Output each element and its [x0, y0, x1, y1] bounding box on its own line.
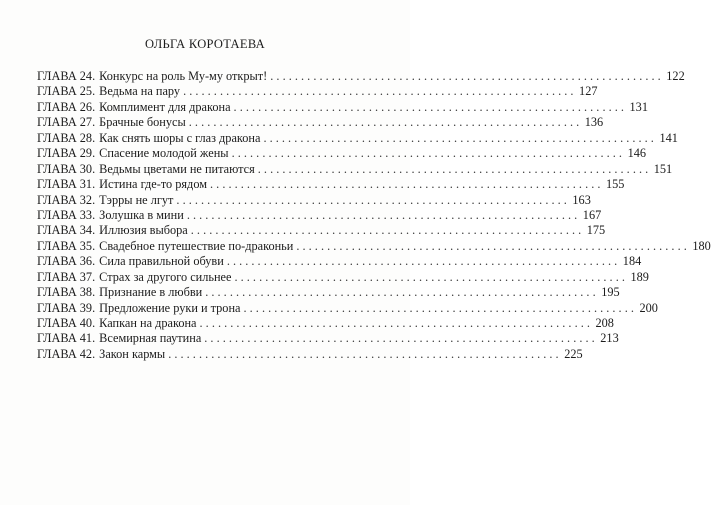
page-number: 200 [639, 300, 658, 315]
chapter-title: Конкурс на роль Му-му открыт! [99, 69, 268, 83]
dot-leader [200, 316, 590, 331]
chapter-number: ГЛАВА 32. [37, 192, 96, 207]
page-number: 175 [586, 223, 606, 238]
toc-entry [37, 69, 685, 84]
chapter-title: Иллюзия выбора [99, 223, 188, 238]
chapter-number: ГЛАВА 25. [37, 84, 96, 99]
dot-leader [176, 193, 566, 208]
toc-entry [37, 269, 649, 285]
toc-entry [37, 99, 648, 115]
toc-entry [37, 192, 591, 208]
chapter-title: Комплимент для дракона [99, 99, 231, 114]
page-number: 213 [600, 331, 619, 346]
chapter-number: ГЛАВА 37. [37, 269, 96, 284]
chapter-title: Как снять шоры с глаз дракона [99, 130, 261, 145]
page-number: 195 [601, 285, 620, 300]
chapter-title: Предложение руки и трона [99, 300, 241, 315]
toc-entry [37, 177, 625, 192]
toc-entry [37, 346, 583, 362]
chapter-title: Тэрры не лгут [99, 192, 174, 207]
page-number: 167 [582, 207, 602, 222]
chapter-number: ГЛАВА 27. [37, 115, 96, 130]
toc-entry [37, 285, 620, 300]
chapter-number: ГЛАВА 26. [37, 99, 96, 114]
page-number: 208 [595, 316, 614, 330]
toc-entry [37, 238, 711, 254]
chapter-title: Закон кармы [99, 346, 166, 361]
page-number: 141 [659, 130, 678, 145]
chapter-number: ГЛАВА 31. [37, 177, 96, 192]
dot-leader [204, 331, 594, 346]
chapter-number: ГЛАВА 40. [37, 316, 96, 330]
dot-leader [227, 254, 617, 269]
running-header-author: ОЛЬГА КОРОТАЕВА [144, 37, 265, 51]
toc-entry [37, 316, 614, 331]
chapter-title: Ведьма на пару [99, 84, 181, 99]
chapter-number: ГЛАВА 41. [37, 331, 96, 346]
chapter-title: Свадебное путешествие по-драконьи [99, 238, 294, 253]
dot-leader [205, 285, 595, 300]
page-number: 136 [584, 115, 604, 130]
page-number: 151 [653, 161, 673, 176]
toc-entry [37, 254, 642, 269]
dot-leader [270, 69, 660, 84]
chapter-number: ГЛАВА 30. [37, 161, 96, 176]
dot-leader [168, 347, 558, 362]
dot-leader [183, 84, 573, 99]
chapter-title: Брачные бонусы [99, 115, 186, 130]
chapter-number: ГЛАВА 38. [37, 285, 96, 300]
chapter-number: ГЛАВА 39. [37, 300, 96, 315]
dot-leader [210, 177, 600, 192]
table-of-contents [37, 69, 711, 362]
toc-entry [37, 207, 602, 223]
chapter-number: ГЛАВА 24. [37, 69, 96, 83]
chapter-title: Всемирная паутина [99, 331, 202, 346]
dot-leader [234, 270, 624, 285]
chapter-title: Сила правильной обуви [99, 254, 224, 269]
toc-entry [37, 223, 606, 238]
toc-entry [37, 115, 604, 130]
chapter-number: ГЛАВА 36. [37, 254, 96, 269]
toc-entry [37, 161, 673, 177]
dot-leader [187, 208, 577, 223]
dot-leader [263, 131, 653, 146]
dot-leader [244, 301, 634, 316]
page-number: 122 [666, 69, 685, 83]
chapter-number: ГЛАВА 33. [37, 207, 96, 222]
dot-leader [232, 146, 622, 161]
chapter-title: Истина где-то рядом [99, 177, 208, 192]
page-number: 155 [606, 177, 625, 192]
chapter-number: ГЛАВА 29. [37, 146, 96, 161]
toc-entry [37, 331, 619, 346]
toc-entry [37, 84, 598, 99]
page-number: 225 [564, 346, 583, 361]
page-number: 163 [572, 192, 591, 207]
page-number: 131 [629, 99, 648, 114]
dot-leader [234, 100, 624, 115]
dot-leader [296, 239, 686, 254]
dot-leader [258, 162, 648, 177]
page-number: 127 [579, 84, 598, 99]
chapter-number: ГЛАВА 35. [37, 238, 96, 253]
dot-leader [189, 115, 579, 130]
chapter-number: ГЛАВА 28. [37, 130, 96, 145]
chapter-title: Капкан на дракона [99, 316, 197, 330]
page-number: 180 [692, 238, 711, 253]
toc-entry [37, 146, 647, 161]
chapter-title: Золушка в мини [99, 207, 184, 222]
chapter-title: Страх за другого сильнее [99, 269, 232, 284]
page-number: 184 [622, 254, 642, 269]
dot-leader [191, 223, 581, 238]
chapter-number: ГЛАВА 34. [37, 223, 96, 238]
toc-entry [37, 130, 678, 146]
page-number: 146 [627, 146, 647, 161]
toc-entry [37, 300, 658, 316]
chapter-title: Спасение молодой жены [99, 146, 229, 161]
chapter-title: Признание в любви [99, 285, 203, 300]
chapter-title: Ведьмы цветами не питаются [99, 161, 255, 176]
page-number: 189 [630, 269, 649, 284]
chapter-number: ГЛАВА 42. [37, 346, 96, 361]
